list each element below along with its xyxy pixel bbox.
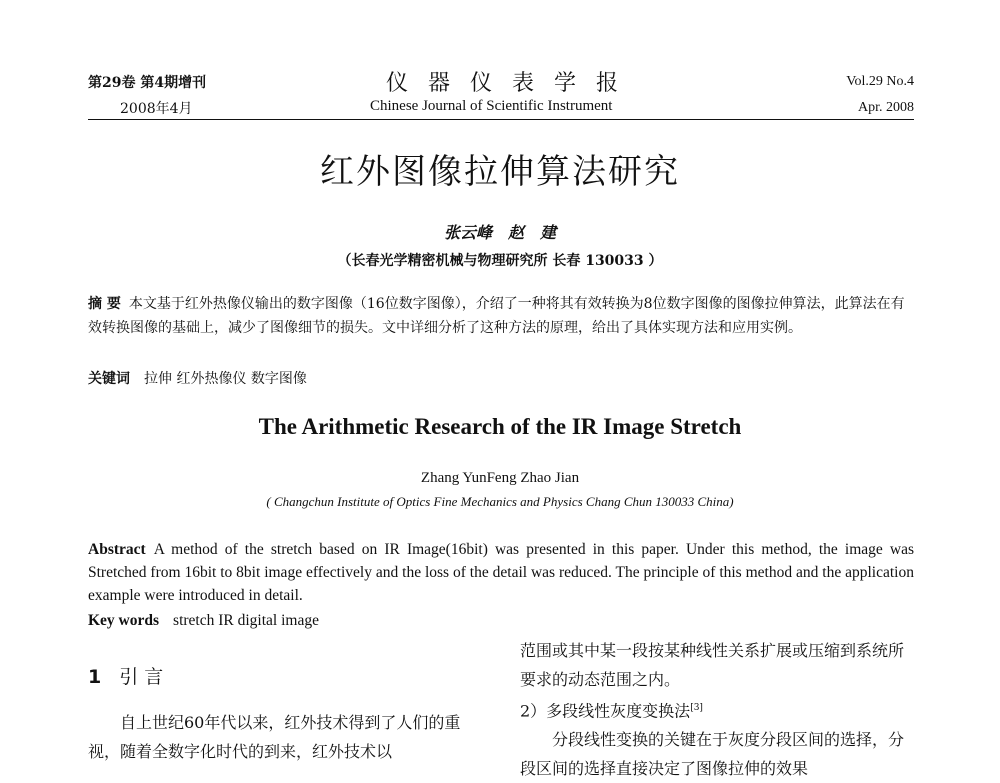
authors-cn: 张云峰 赵 建	[443, 223, 556, 242]
keywords-cn-text: 拉伸 红外热像仪 数字图像	[144, 371, 307, 387]
citation-ref: [3]	[690, 703, 703, 713]
right-column-text: 范围或其中某一段按某种线性关系扩展或压缩到系统所要求的动态范围之内。	[520, 641, 905, 689]
section-title: 引 言	[119, 666, 164, 688]
abstract-en	[88, 538, 914, 607]
list-item-2-text: 2）多段线性灰度变换法	[520, 701, 691, 721]
journal-volume-en: Vol.29 No.4	[846, 74, 914, 89]
abstract-en-text: A method of the stretch based on IR Image(16bit) was presented in this paper. Under this method, the image was Stretched from 16bit to 8bit image effectively and the loss of the detail was reduced. The principle of this method and the application example were introduced in detail.	[88, 541, 914, 604]
journal-date-en: Apr. 2008	[858, 100, 914, 115]
abstract-en-label: Abstract	[88, 541, 146, 558]
journal-name-cn: 仪器仪表学报	[386, 71, 639, 96]
authors-en: Zhang YunFeng Zhao Jian	[420, 470, 580, 486]
affiliation-cn: （长春光学精密机械与物理研究所 长春 130033 ）	[337, 253, 663, 269]
list-item-2	[520, 694, 916, 725]
keywords-en-text: stretch IR digital image	[173, 612, 319, 629]
right-column	[520, 636, 916, 783]
keywords-en-label: Key words	[88, 612, 160, 629]
paper-title-en: The Arithmetic Research of the IR Image Stretch	[258, 414, 742, 439]
journal-date-cn: 2008年4月	[120, 101, 193, 117]
abstract-cn	[88, 292, 914, 340]
keywords-en	[88, 612, 319, 630]
section-heading	[88, 662, 163, 689]
journal-volume-cn: 第29卷 第4期增刊	[88, 75, 207, 91]
abstract-cn-label: 摘 要	[88, 296, 121, 312]
abstract-cn-text: 本文基于红外热像仪输出的数字图像（16位数字图像），介绍了一种将其有效转换为8位数字图像的图像拉伸算法，此算法在有效转换图像的基础上，减少了图像细节的损失。文中详细分析了这种方法的原理，给出了具体实现方法和应用实例。	[88, 296, 905, 336]
header-rule	[88, 119, 914, 120]
intro-paragraph: 自上世纪60年代以来，红外技术得到了人们的重视，随着全数字化时代的到来，红外技术以	[88, 713, 461, 761]
right-column-paragraph: 分段线性变换的关键在于灰度分段区间的选择，分段区间的选择直接决定了图像拉伸的效果	[520, 730, 905, 779]
affiliation-en: ( Changchun Institute of Optics Fine Mechanics and Physics Chang Chun 130033 China)	[266, 494, 734, 509]
section-number: 1	[88, 666, 102, 688]
keywords-cn	[88, 368, 307, 388]
keywords-cn-label: 关键词	[88, 371, 130, 387]
journal-name-en: Chinese Journal of Scientific Instrument	[370, 98, 613, 114]
paper-title-cn: 红外图像拉伸算法研究	[320, 152, 680, 192]
